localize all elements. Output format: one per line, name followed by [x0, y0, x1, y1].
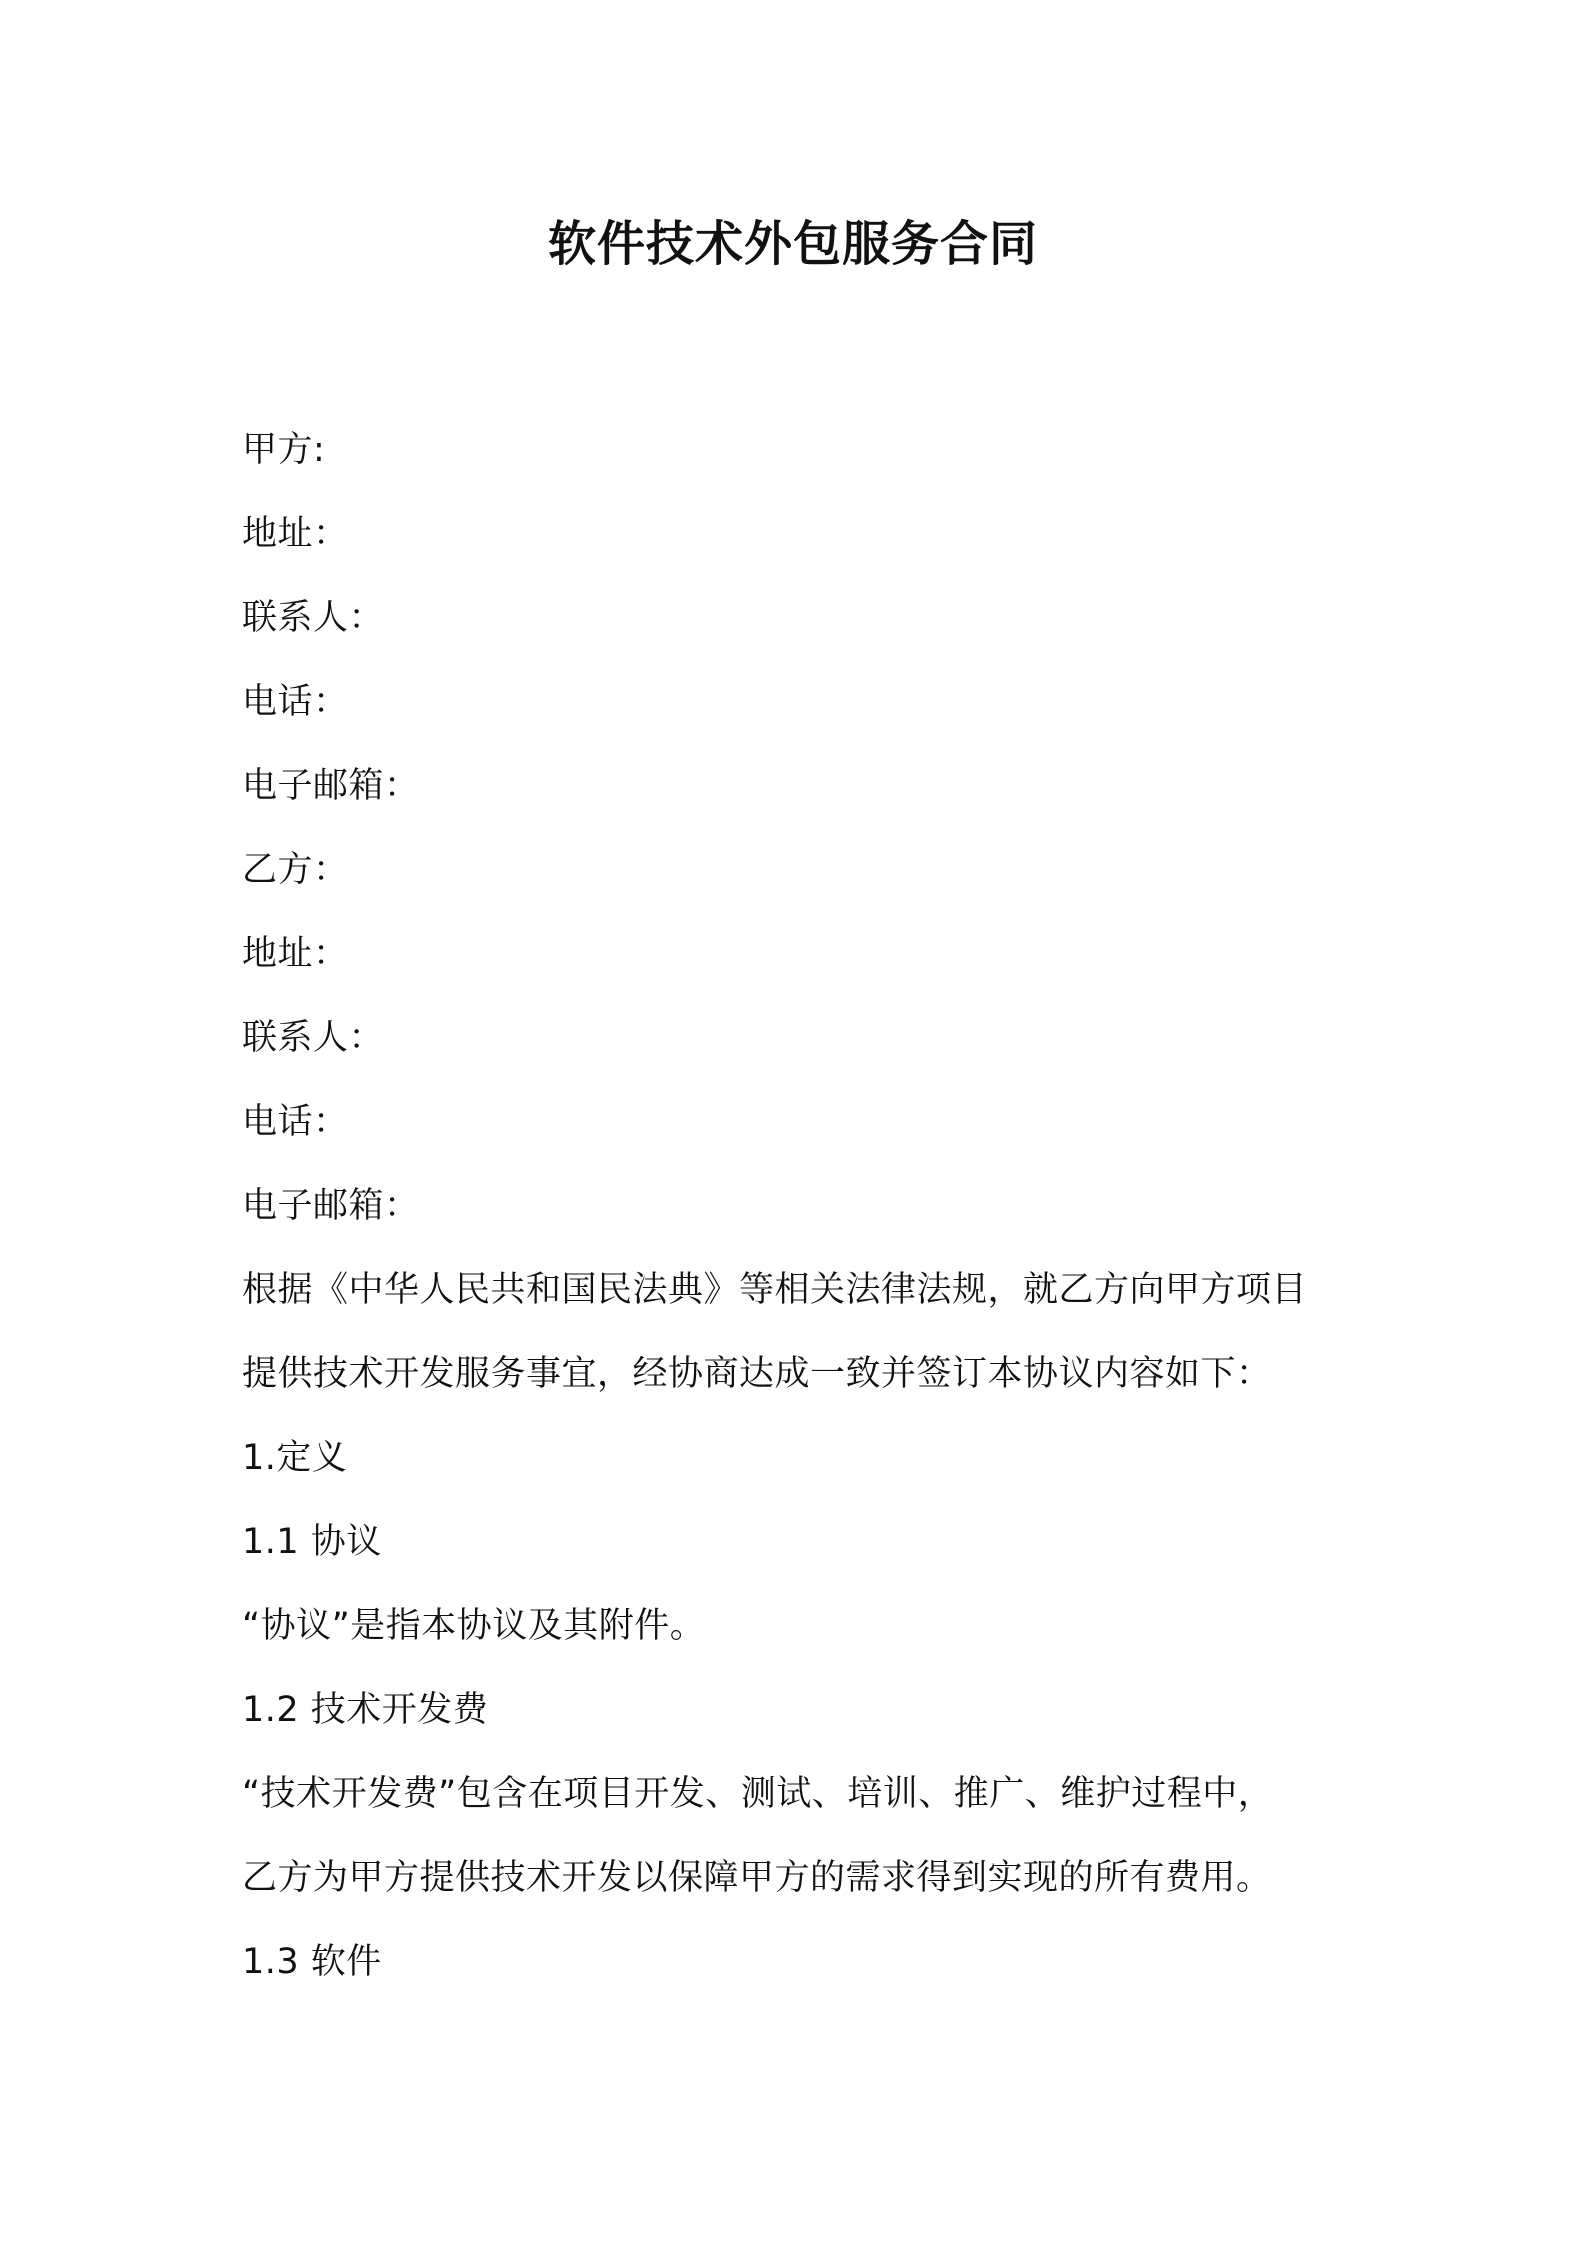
- party-b-name-label: 乙方：: [242, 850, 349, 890]
- section-1-1-heading: 1.1 协议: [242, 1522, 382, 1562]
- party-b-phone-label: 电话：: [242, 1102, 349, 1142]
- section-1-2-text-line-1: “技术开发费”包含在项目开发、测试、培训、推广、维护过程中，: [242, 1774, 1274, 1814]
- section-1-heading: 1.定义: [242, 1438, 348, 1478]
- preamble-line-2: 提供技术开发服务事宜，经协商达成一致并签订本协议内容如下：: [242, 1354, 1272, 1394]
- party-b-email-label: 电子邮箱：: [242, 1186, 420, 1226]
- contract-title: 软件技术外包服务合同: [547, 216, 1038, 272]
- section-1-2-text-line-2: 乙方为甲方提供技术开发以保障甲方的需求得到实现的所有费用。: [242, 1858, 1272, 1898]
- section-1-2-heading: 1.2 技术开发费: [242, 1690, 489, 1730]
- preamble-line-1: 根据《中华人民共和国民法典》等相关法律法规，就乙方向甲方项目: [242, 1270, 1308, 1310]
- party-a-name-label: 甲方:: [242, 430, 326, 470]
- party-a-address-label: 地址：: [242, 514, 349, 554]
- party-b-address-label: 地址：: [242, 934, 349, 974]
- party-a-phone-label: 电话：: [242, 682, 349, 722]
- contract-body: [242, 408, 1362, 2004]
- section-1-1-text: “协议”是指本协议及其附件。: [242, 1606, 706, 1646]
- section-1-3-heading: 1.3 软件: [242, 1942, 382, 1982]
- party-a-contact-label: 联系人：: [242, 598, 385, 638]
- party-a-email-label: 电子邮箱：: [242, 766, 420, 806]
- party-b-contact-label: 联系人：: [242, 1018, 385, 1058]
